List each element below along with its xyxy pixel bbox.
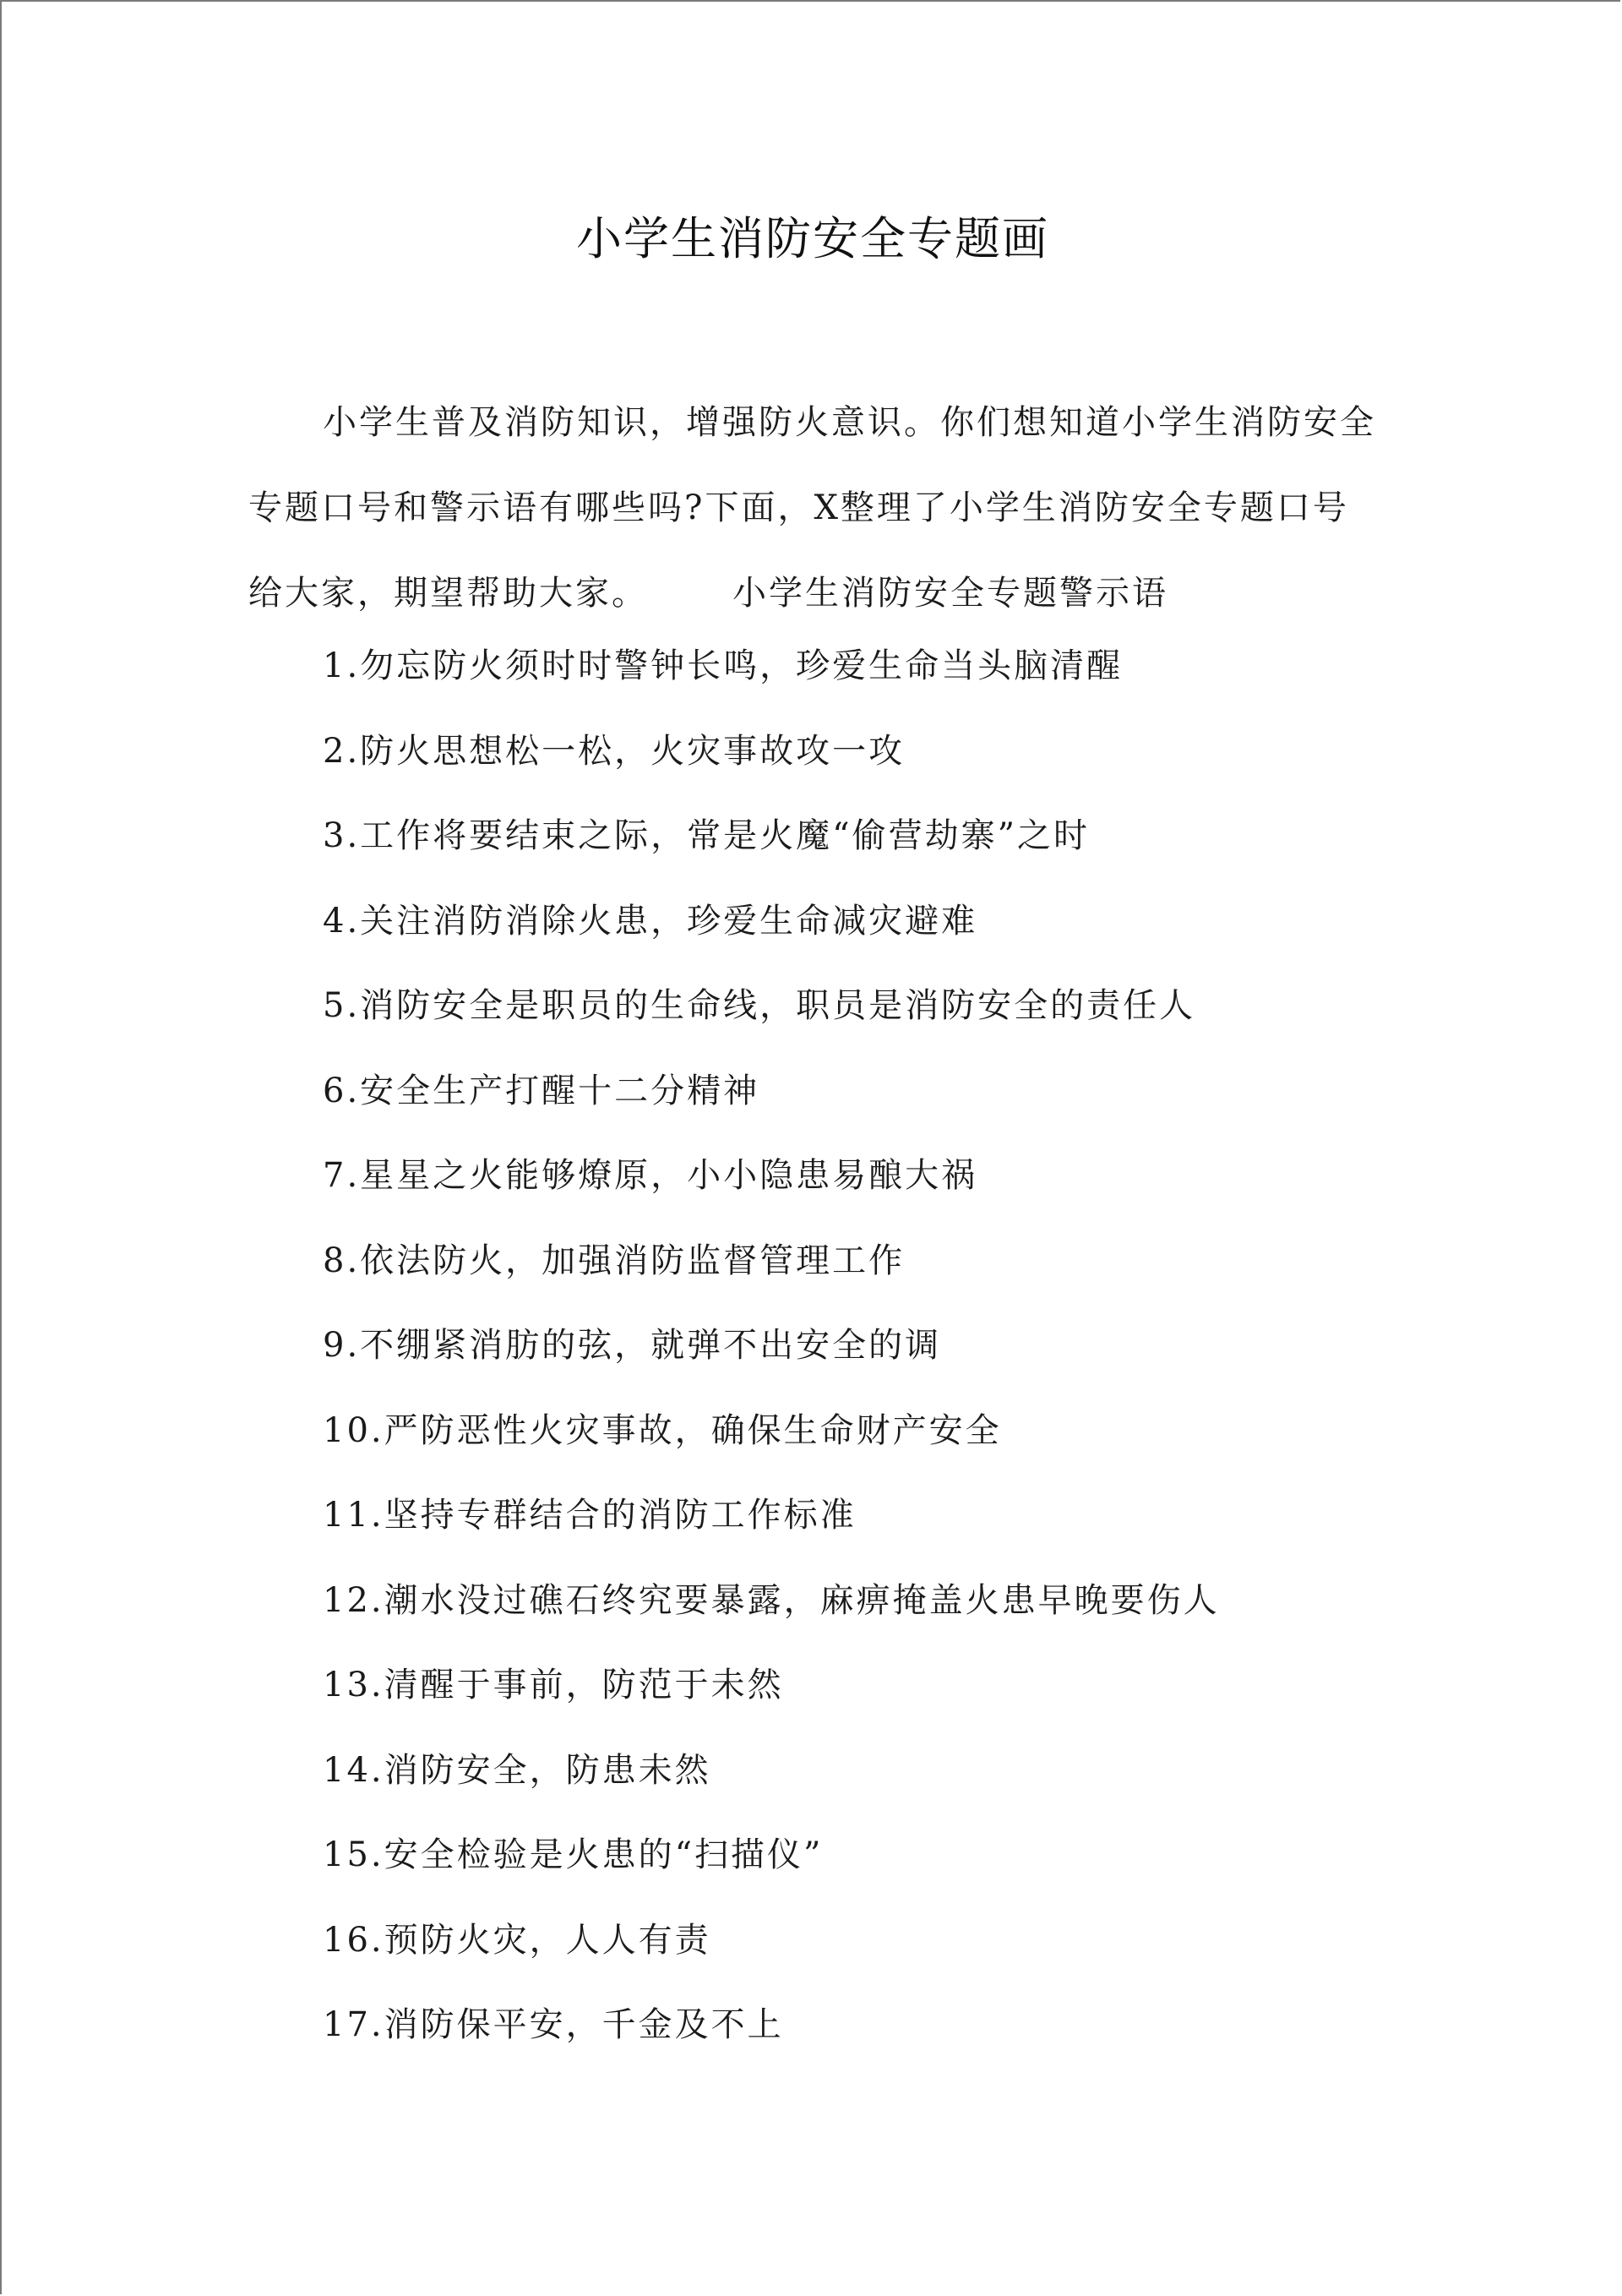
slogan-item: 1.勿忘防火须时时警钟长鸣，珍爱生命当头脑清醒: [323, 646, 1124, 685]
slogan-list: [323, 624, 1220, 2068]
slogan-item: 15.安全检验是火患的“扫描仪”: [323, 1835, 824, 1874]
intro-paragraph: [248, 380, 1380, 636]
slogan-item: 4.关注消防消除火患，珍爱生命减灾避难: [323, 901, 978, 941]
slogan-item: 8.依法防火，加强消防监督管理工作: [323, 1241, 906, 1280]
slogan-item: 12.潮水没过礁石终究要暴露，麻痹掩盖火患早晚要伤人: [323, 1580, 1220, 1620]
slogan-item: 7.星星之火能够燎原，小小隐患易酿大祸: [323, 1156, 978, 1195]
intro-text: 小学生普及消防知识，增强防火意识。你们想知道小学生消防安全专题口号和警示语有哪些吗?下面，X整理了小学生消防安全专题口号给大家，期望帮助大家。: [248, 403, 1376, 613]
slogan-item: 2.防火思想松一松，火灾事故攻一攻: [323, 731, 906, 771]
section-heading: 小学生消防安全专题警示语: [732, 574, 1168, 613]
slogan-item: 11.坚持专群结合的消防工作标准: [323, 1496, 857, 1535]
slogan-item: 9.不绷紧消肪的弦，就弹不出安全的调: [323, 1326, 942, 1365]
slogan-item: 6.安全生产打醒十二分精神: [323, 1071, 760, 1110]
slogan-item: 3.工作将要结束之际，常是火魔“偷营劫寨”之时: [323, 816, 1091, 855]
slogan-item: 14.消防安全，防患未然: [323, 1750, 711, 1790]
page-title: 小学生消防安全专题画: [576, 212, 1049, 265]
slogan-item: 10.严防恶性火灾事故，确保生命财产安全: [323, 1410, 1002, 1450]
slogan-item: 17.消防保平安，千金及不上: [323, 2005, 784, 2044]
slogan-item: 13.清醒于事前，防范于未然: [323, 1666, 784, 1704]
slogan-item: 16.预防火灾，人人有责: [323, 1920, 711, 1960]
slogan-item: 5.消防安全是职员的生命线，职员是消防安全的责任人: [323, 986, 1196, 1025]
